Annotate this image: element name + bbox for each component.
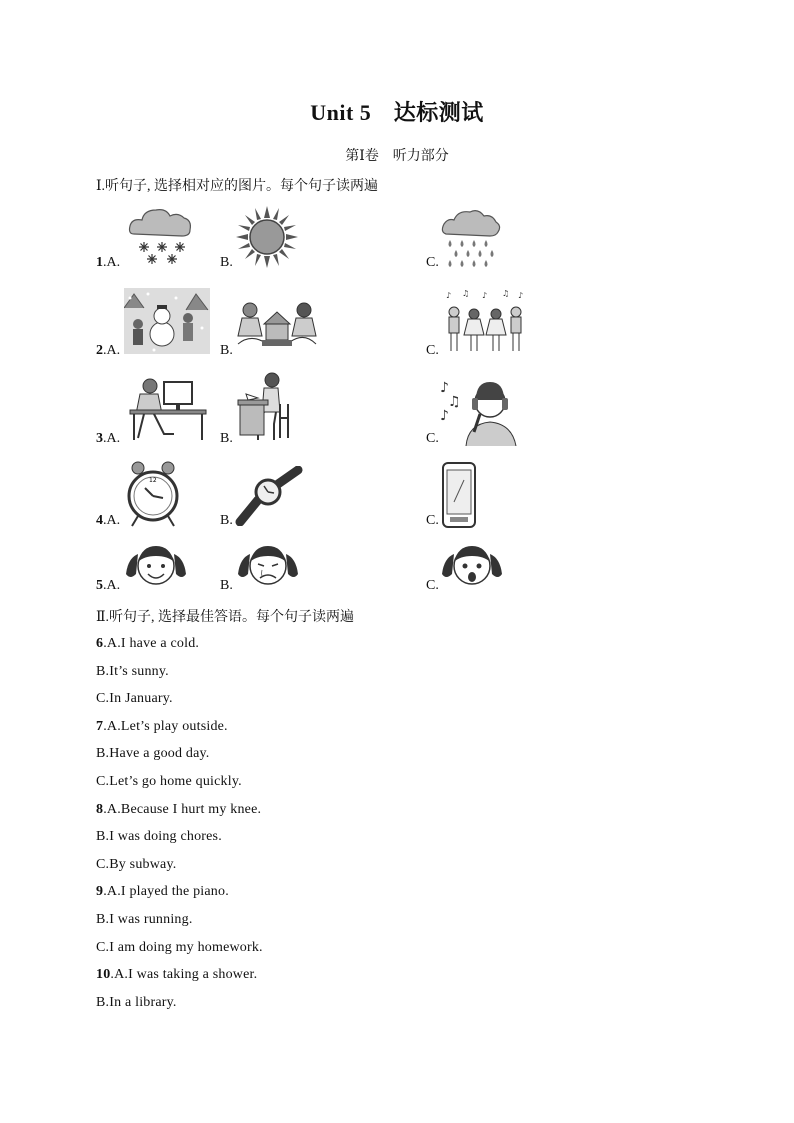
- option-a-label: 5.A.: [96, 578, 121, 593]
- option-a-label: 3.A.: [96, 431, 121, 446]
- answer-option-line[interactable]: [96, 774, 242, 790]
- rain-cloud-icon[interactable]: [440, 208, 502, 270]
- answer-option-line[interactable]: [96, 829, 222, 845]
- answer-option-text: C.Let’s go home quickly.: [96, 774, 242, 789]
- option-c-label: C.: [426, 255, 439, 270]
- sad-girl-face-icon[interactable]: [236, 540, 300, 592]
- answer-option-text: B.In a library.: [96, 994, 177, 1010]
- answer-option-line[interactable]: [96, 940, 263, 956]
- question-row-1: [96, 200, 716, 280]
- answer-option-line[interactable]: [96, 995, 177, 1011]
- svg-text:♫: ♫: [448, 394, 461, 410]
- svg-text:♫: ♫: [462, 290, 470, 298]
- section-subtitle: 第Ⅰ卷 听力部分: [345, 149, 449, 164]
- section2-heading: Ⅱ.听句子, 选择最佳答语。每个句子读两遍: [96, 610, 355, 625]
- answer-option-line[interactable]: [96, 664, 169, 680]
- option-a-label: 1.A.: [96, 255, 121, 270]
- boy-with-headphones-icon[interactable]: [440, 376, 520, 446]
- wristwatch-icon[interactable]: [234, 466, 304, 526]
- answer-option-line[interactable]: [96, 884, 229, 900]
- svg-text:♪: ♪: [440, 380, 449, 396]
- snowman-kids-icon[interactable]: [124, 288, 210, 354]
- answer-option-text: .A.Because I hurt my knee.: [103, 801, 262, 817]
- svg-text:♪: ♪: [482, 291, 488, 300]
- answer-option-line[interactable]: [96, 967, 257, 983]
- question-row-2: [96, 288, 716, 368]
- answer-option-text: .A.I played the piano.: [103, 884, 229, 900]
- question-number: 9: [96, 884, 104, 900]
- answer-option-text: C.By subway.: [96, 856, 177, 872]
- option-c-label: C.: [426, 343, 439, 358]
- answer-option-line[interactable]: [96, 802, 261, 818]
- option-b-label: B.: [220, 513, 233, 528]
- answer-option-line[interactable]: [96, 857, 176, 873]
- kids-singing-icon[interactable]: [444, 290, 528, 354]
- svg-text:♫: ♫: [502, 290, 510, 298]
- svg-text:♪: ♪: [446, 291, 452, 300]
- question-row-5: [96, 530, 716, 610]
- option-c-label: C.: [426, 578, 439, 593]
- answer-option-line[interactable]: [96, 912, 193, 928]
- svg-text:12: 12: [149, 477, 157, 484]
- answer-option-text: C.In January.: [96, 691, 173, 707]
- option-a-label: 2.A.: [96, 343, 121, 358]
- question-number: 8: [96, 801, 104, 817]
- option-b-label: B.: [220, 431, 233, 446]
- girl-reading-at-desk-icon[interactable]: [236, 370, 294, 442]
- sun-icon[interactable]: [236, 206, 298, 268]
- section1-heading: Ⅰ.听句子, 选择相对应的图片。每个句子读两遍: [96, 179, 379, 194]
- smartphone-icon[interactable]: [442, 462, 476, 528]
- snow-cloud-icon[interactable]: [124, 204, 196, 268]
- answer-option-text: .A.Let’s play outside.: [103, 718, 228, 734]
- kids-building-blocks-icon[interactable]: [236, 298, 318, 354]
- answer-option-text: B.Have a good day.: [96, 746, 210, 762]
- answer-option-line[interactable]: [96, 691, 173, 707]
- answer-option-line[interactable]: [96, 746, 210, 762]
- answer-option-text: C.I am doing my homework.: [96, 939, 263, 955]
- option-a-label: 4.A.: [96, 513, 121, 528]
- boy-at-computer-icon[interactable]: [126, 376, 208, 442]
- question-number: 6: [96, 636, 104, 651]
- answer-option-text: B.It’s sunny.: [96, 663, 169, 679]
- answer-option-text: .A.I have a cold.: [103, 636, 200, 651]
- answer-option-text: B.I was doing chores.: [96, 829, 222, 845]
- option-b-label: B.: [220, 255, 233, 270]
- question-row-4: [96, 458, 716, 538]
- surprised-girl-face-icon[interactable]: [440, 540, 504, 592]
- page-title: Unit 5 达标测试: [310, 100, 484, 125]
- option-c-label: C.: [426, 513, 439, 528]
- alarm-clock-icon[interactable]: [126, 460, 180, 530]
- answer-option-line[interactable]: [96, 719, 228, 735]
- svg-text:♪: ♪: [440, 408, 449, 424]
- option-b-label: B.: [220, 343, 233, 358]
- option-c-label: C.: [426, 431, 439, 446]
- option-b-label: B.: [220, 578, 233, 593]
- question-row-3: [96, 376, 716, 456]
- answer-option-text: B.I was running.: [96, 912, 193, 927]
- answer-option-text: .A.I was taking a shower.: [110, 967, 258, 983]
- answer-option-line[interactable]: [96, 636, 199, 652]
- question-number: 10: [96, 967, 111, 983]
- svg-text:♪: ♪: [518, 291, 524, 300]
- question-number: 7: [96, 718, 104, 734]
- happy-girl-face-icon[interactable]: [124, 540, 188, 592]
